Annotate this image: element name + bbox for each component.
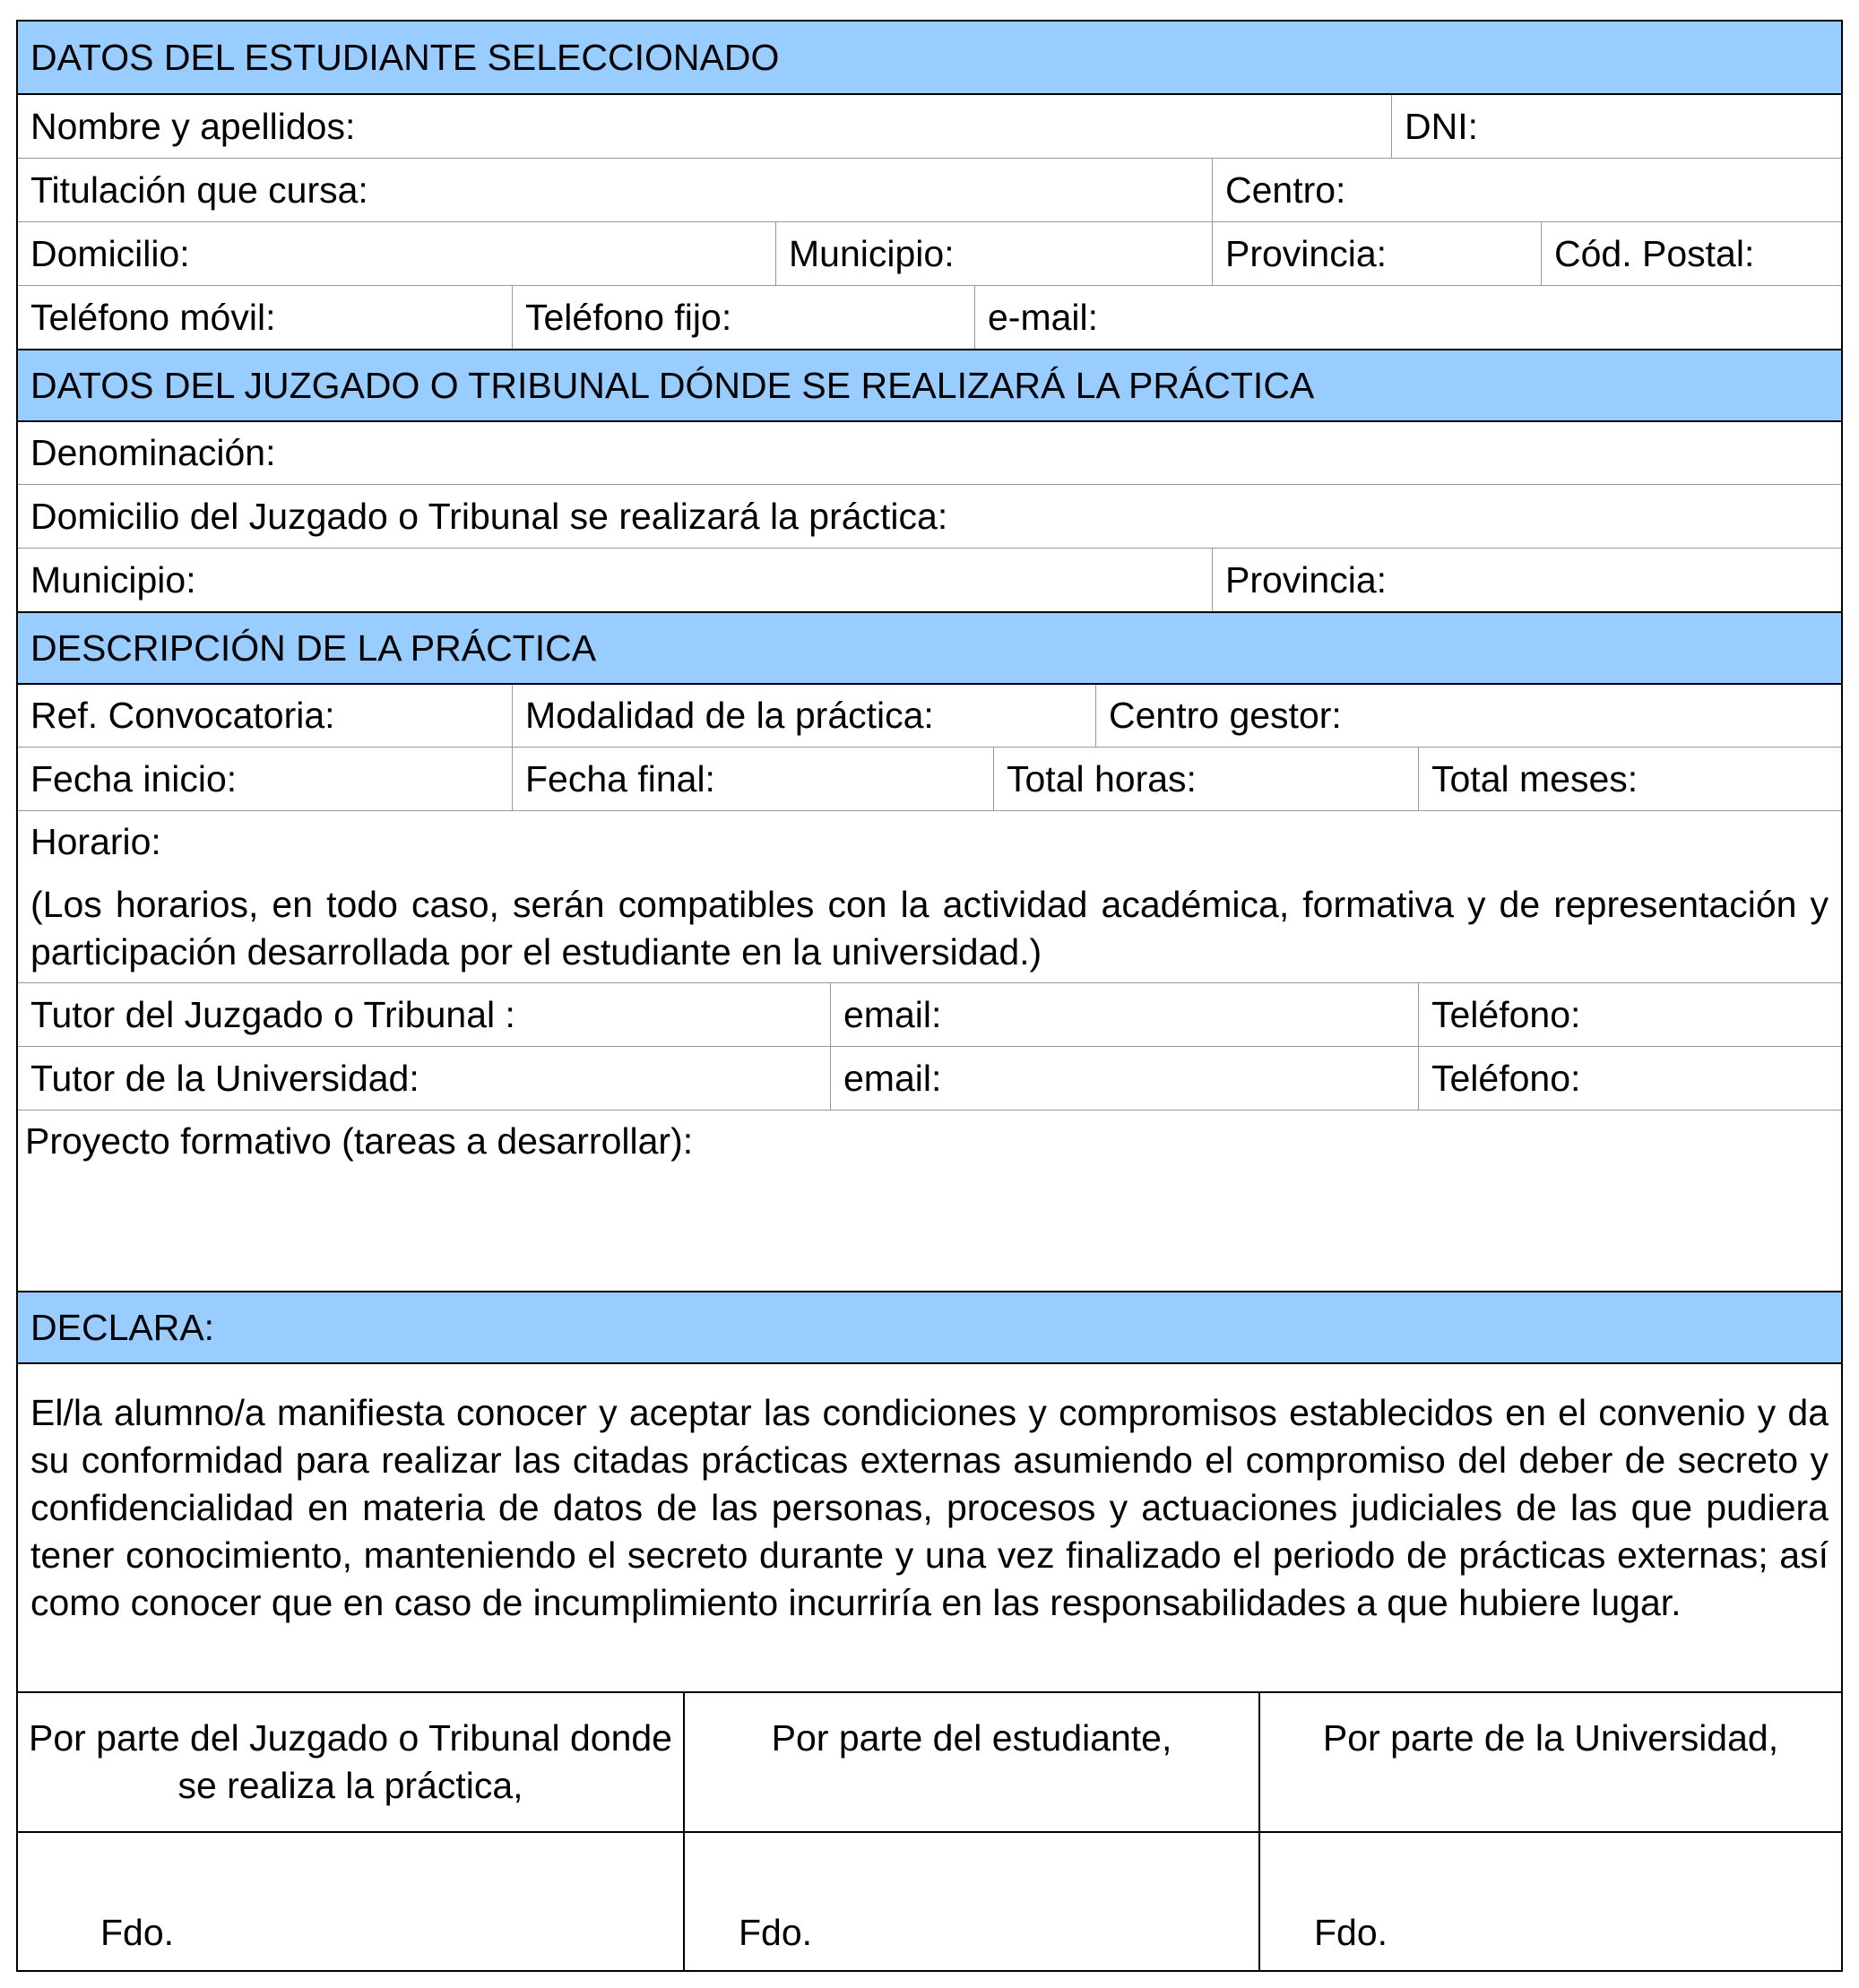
project-row	[18, 1110, 1841, 1291]
court-municipality-field[interactable]: Municipio:	[30, 558, 196, 601]
declaration-header-text: DECLARA:	[30, 1306, 215, 1348]
university-tutor-field[interactable]: Tutor de la Universidad:	[30, 1057, 419, 1099]
student-section-header	[18, 22, 1841, 93]
court-tutor-phone-field[interactable]: Teléfono:	[1418, 983, 1841, 1046]
university-tutor-email-field[interactable]: email:	[830, 1047, 1418, 1110]
practice-total-hours-field[interactable]: Total horas:	[993, 748, 1418, 810]
signature-university-fdo[interactable]: Fdo.	[1314, 1912, 1388, 1953]
court-tutor-email-field[interactable]: email:	[830, 983, 1418, 1046]
court-address-field[interactable]: Domicilio del Juzgado o Tribunal se realizará la práctica:	[30, 495, 948, 537]
student-address-row	[18, 221, 1841, 285]
student-address-field[interactable]: Domicilio:	[30, 232, 190, 274]
student-municipality-field[interactable]: Municipio:	[775, 222, 1212, 285]
declaration-row	[18, 1362, 1841, 1691]
practice-total-months-field[interactable]: Total meses:	[1418, 748, 1841, 810]
court-tutor-field[interactable]: Tutor del Juzgado o Tribunal :	[30, 993, 515, 1035]
court-province-field[interactable]: Provincia:	[1212, 549, 1841, 611]
court-address-row	[18, 484, 1841, 548]
university-tutor-row	[18, 1046, 1841, 1110]
signature-university-cell	[1258, 1833, 1841, 1970]
signature-court-fdo[interactable]: Fdo.	[100, 1912, 175, 1953]
practice-managing-center-field[interactable]: Centro gestor:	[1095, 685, 1841, 747]
signature-student-cell	[683, 1833, 1258, 1970]
court-denomination-row	[18, 420, 1841, 484]
student-phone-row	[18, 285, 1841, 349]
practice-schedule-label[interactable]: Horario:	[30, 821, 161, 862]
practice-schedule-row	[18, 810, 1841, 982]
court-denomination-field[interactable]: Denominación:	[30, 432, 276, 473]
declaration-text: El/la alumno/a manifiesta conocer y aceptar las condiciones y compromisos establecidos en el convenio y da su conformidad para realizar las citadas prácticas externas asumiendo el compromiso del deber de secreto y confidencialidad en materia de datos de las personas, procesos y actuaciones judiciales de las que pudiera tener conocimiento, manteniendo el secreto durante y una vez finalizado el periodo de prácticas externas; así como conocer que en caso de incumplimiento incurriría en las responsabilidades a que hubiere lugar.	[30, 1392, 1829, 1623]
court-header-text: DATOS DEL JUZGADO O TRIBUNAL DÓNDE SE REALIZARÁ LA PRÁCTICA	[30, 364, 1315, 406]
practice-end-date-field[interactable]: Fecha final:	[512, 748, 993, 810]
student-email-field[interactable]: e-mail:	[974, 286, 1841, 349]
student-center-field[interactable]: Centro:	[1212, 159, 1841, 221]
court-municipality-row	[18, 548, 1841, 611]
practice-ref-field[interactable]: Ref. Convocatoria:	[30, 695, 335, 736]
project-field[interactable]: Proyecto formativo (tareas a desarrollar):	[25, 1120, 694, 1162]
signature-university-label: Por parte de la Universidad,	[1258, 1693, 1841, 1831]
signature-student-label: Por parte del estudiante,	[683, 1693, 1258, 1831]
student-mobile-field[interactable]: Teléfono móvil:	[30, 296, 276, 338]
signature-fields-row	[18, 1831, 1841, 1970]
signature-student-fdo[interactable]: Fdo.	[739, 1912, 813, 1953]
practice-dates-row	[18, 747, 1841, 810]
signature-labels-row	[18, 1691, 1841, 1831]
student-name-field[interactable]: Nombre y apellidos:	[30, 105, 356, 147]
court-section-header	[18, 349, 1841, 420]
practice-section-header	[18, 611, 1841, 683]
student-degree-row	[18, 158, 1841, 221]
practice-start-date-field[interactable]: Fecha inicio:	[30, 757, 238, 800]
practice-schedule-note: (Los horarios, en todo caso, serán compatibles con la actividad académica, formativa y de representación y participación desarrollada por el estudiante en la universidad.)	[30, 884, 1829, 972]
student-postal-code-field[interactable]: Cód. Postal:	[1541, 222, 1841, 285]
student-header-text: DATOS DEL ESTUDIANTE SELECCIONADO	[30, 36, 780, 78]
practice-modality-field[interactable]: Modalidad de la práctica:	[512, 685, 1095, 747]
court-tutor-row	[18, 982, 1841, 1046]
practice-ref-row	[18, 683, 1841, 747]
practice-header-text: DESCRIPCIÓN DE LA PRÁCTICA	[30, 627, 597, 669]
practice-form	[16, 20, 1843, 1972]
student-name-row	[18, 93, 1841, 158]
student-province-field[interactable]: Provincia:	[1212, 222, 1541, 285]
student-landline-field[interactable]: Teléfono fijo:	[512, 286, 974, 349]
declaration-section-header	[18, 1291, 1841, 1362]
university-tutor-phone-field[interactable]: Teléfono:	[1418, 1047, 1841, 1110]
student-dni-field[interactable]: DNI:	[1391, 95, 1841, 158]
signature-court-label: Por parte del Juzgado o Tribunal donde se realiza la práctica,	[28, 1717, 672, 1806]
student-degree-field[interactable]: Titulación que cursa:	[30, 169, 368, 211]
